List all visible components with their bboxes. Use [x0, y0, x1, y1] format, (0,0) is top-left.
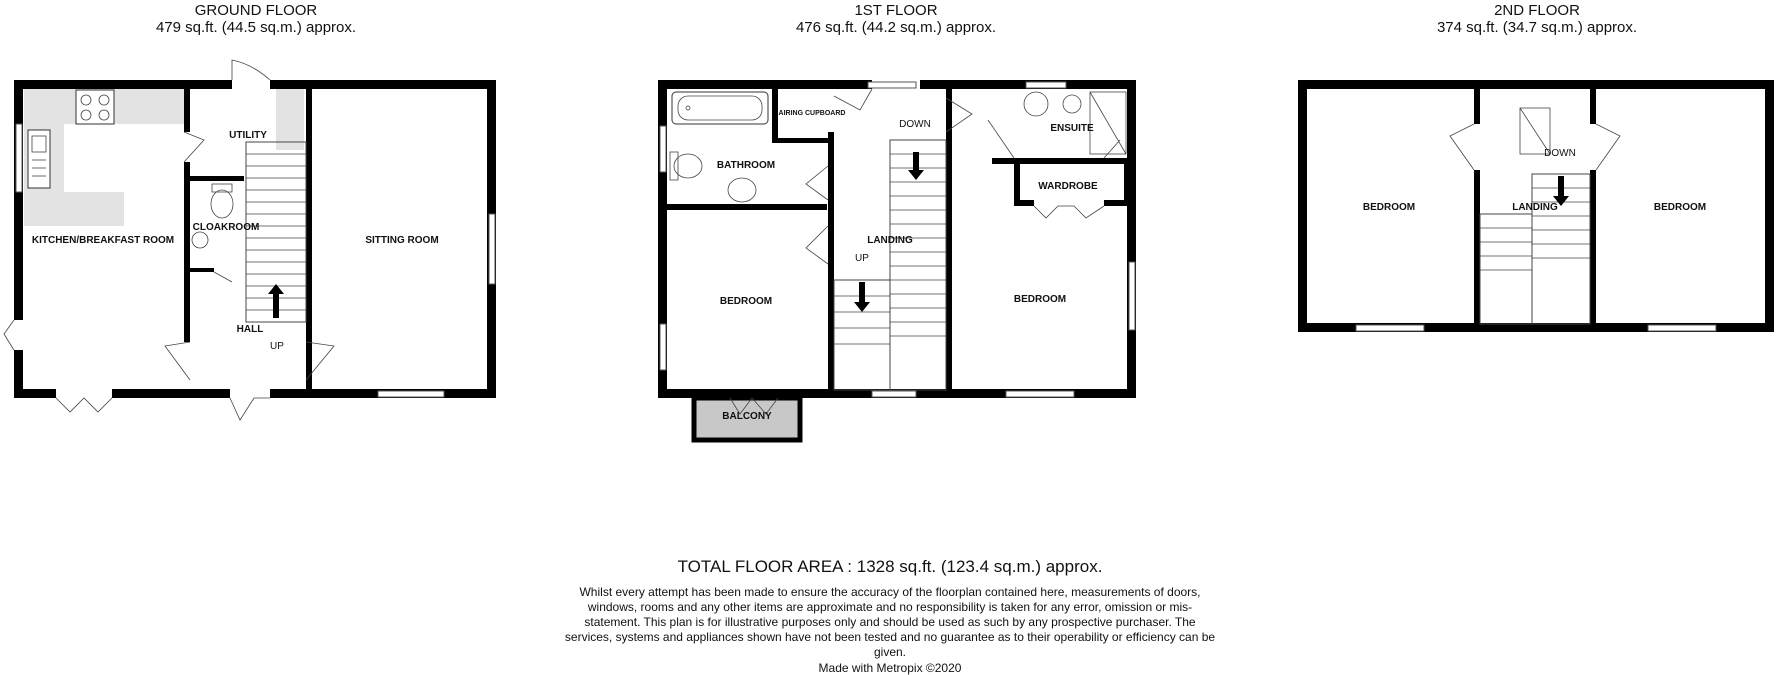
floor-title: 1ST FLOOR [854, 2, 938, 19]
room-label-hall: HALL [236, 324, 264, 335]
bath-icon [672, 92, 768, 124]
window [1006, 391, 1074, 397]
room-label-wardrobe: WARDROBE [1038, 181, 1098, 192]
basin-icon [728, 178, 756, 202]
stairs-down-label: DOWN [899, 119, 931, 130]
room-label-airing-cupboard: AIRING CUPBOARD [778, 110, 846, 117]
stairs-down-label: DOWN [1544, 148, 1576, 159]
window [1026, 82, 1066, 88]
disclaimer-text: Whilst every attempt has been made to ensure the accuracy of the floorplan contained here, measurements of doors, windows, rooms and any other items are approximate and no responsibility is taken for any error, omission or mis-statement. This plan is for illustrative purposes only and should be used as such by any prospective purchaser. The services, systems and appliances shown have not been tested and no guarantee as to their operability or efficiency can be given. [564, 585, 1216, 659]
toilet-icon [1024, 92, 1048, 116]
window [16, 124, 22, 192]
hob-icon [76, 90, 114, 124]
room-label-bedroom: BEDROOM [1653, 202, 1707, 213]
made-with-credit: Made with Metropix ©2020 [818, 661, 962, 675]
room-label-kitchen: KITCHEN/BREAKFAST ROOM [31, 235, 175, 246]
window [1356, 325, 1424, 331]
basin-icon [192, 232, 208, 248]
window [660, 126, 666, 172]
floor-title: GROUND FLOOR [194, 2, 318, 19]
stairs [834, 140, 946, 390]
sink-icon [28, 130, 50, 188]
basin-icon [1063, 95, 1081, 113]
window [489, 214, 495, 284]
stairs-up-label: UP [855, 253, 869, 264]
room-label-bedroom: BEDROOM [1362, 202, 1416, 213]
room-label-bathroom: BATHROOM [716, 160, 776, 171]
room-label-landing: LANDING [867, 235, 913, 246]
room-label-bedroom: BEDROOM [1013, 294, 1067, 305]
room-label-utility: UTILITY [229, 130, 267, 141]
second-floor-plan [1298, 80, 1774, 332]
toilet-icon [211, 190, 233, 218]
first-floor-plan [658, 80, 1136, 440]
down-arrow-icon [908, 152, 924, 180]
window [872, 391, 916, 397]
room-label-landing: LANDING [1512, 202, 1558, 213]
window [1129, 262, 1135, 330]
window [1648, 325, 1716, 331]
floor-title: 2ND FLOOR [1494, 2, 1580, 19]
down-arrow-icon [854, 282, 870, 312]
window [378, 391, 444, 397]
room-label-ensuite: ENSUITE [1050, 123, 1094, 134]
stairs-up-label: UP [270, 341, 284, 352]
floor-area: 479 sq.ft. (44.5 sq.m.) approx. [155, 19, 357, 36]
floor-area: 374 sq.ft. (34.7 sq.m.) approx. [1436, 19, 1638, 36]
room-label-balcony: BALCONY [722, 411, 772, 422]
window [868, 82, 916, 88]
up-arrow-icon [268, 284, 284, 318]
room-label-cloakroom: CLOAKROOM [192, 222, 260, 233]
room-label-sitting-room: SITTING ROOM [365, 235, 439, 246]
total-floor-area: TOTAL FLOOR AREA : 1328 sq.ft. (123.4 sq.m.) approx. [677, 557, 1103, 576]
window [660, 324, 666, 370]
ground-floor-plan [4, 60, 496, 420]
stairs [1480, 174, 1590, 324]
room-label-bedroom: BEDROOM [719, 296, 773, 307]
floor-area: 476 sq.ft. (44.2 sq.m.) approx. [795, 19, 997, 36]
